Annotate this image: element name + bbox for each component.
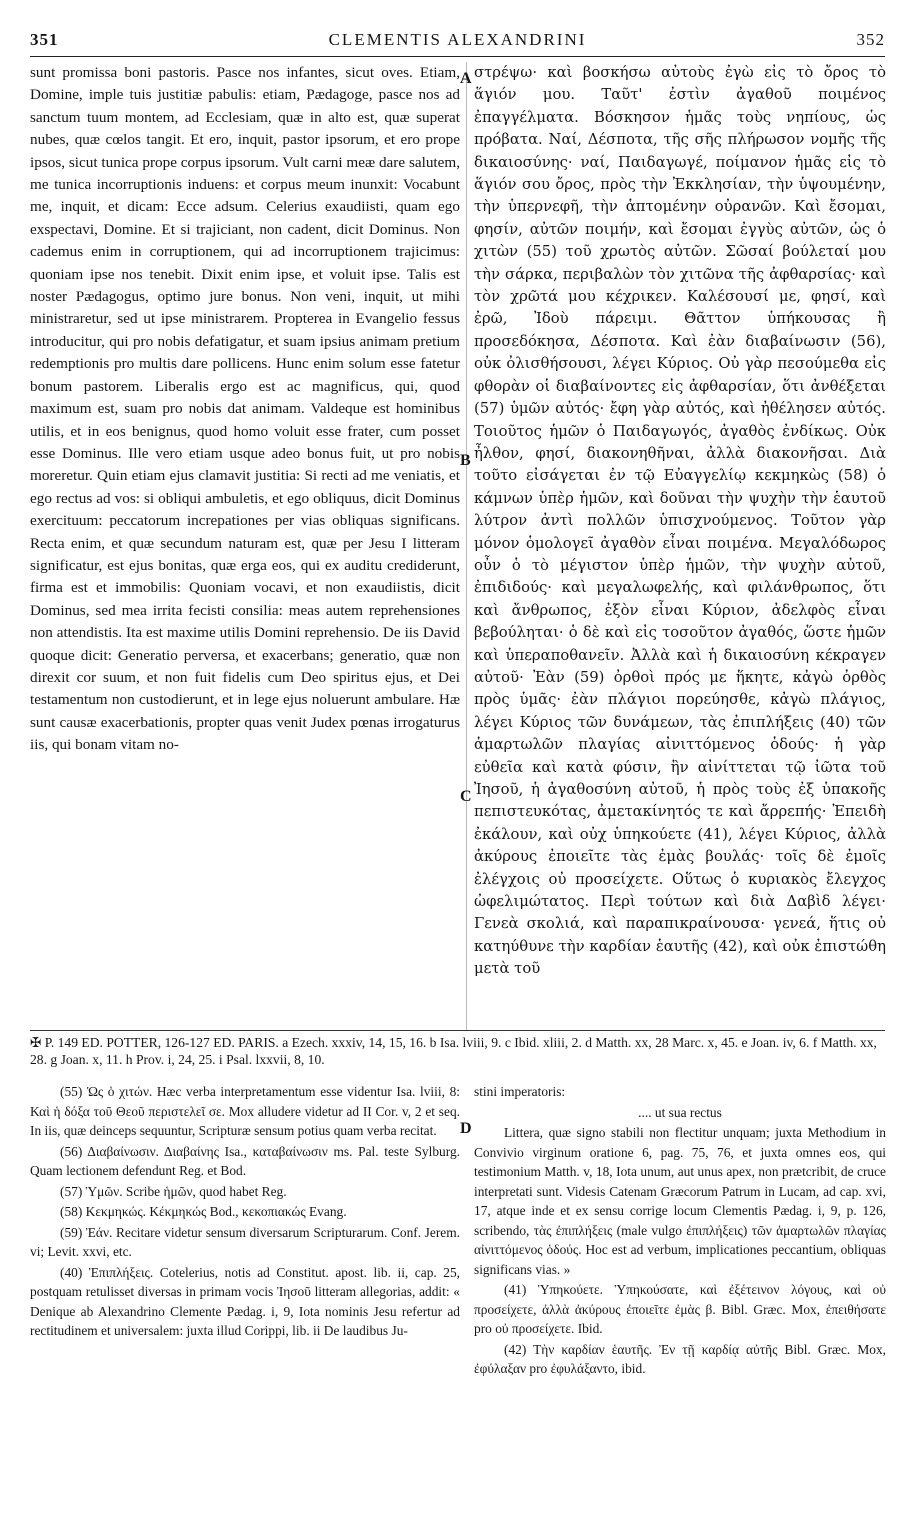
note-56: (56) Διαβαίνωσιν. Διαβαίνης Isa., καταβαίνωσιν ms. Pal. teste Sylburg. Quam lectionem defendunt Reg. et Bod. [30,1143,460,1178]
section-marker-b: B [460,452,471,469]
note-41: (41) Ὑπηκούετε. Ὑπηκούσατε, καὶ ἐξέτεινον λόγους, καὶ οὐ προσείχετε, ἀλλὰ ἀκύρους ἐποιεῖτε ἐμὰς β. Bibl. Græc. Mox, ἐπειθήσατε pro οὐ προσείχετε. Ibid. [474,1282,886,1336]
section-marker-d: D [460,1120,472,1137]
running-title: CLEMENTIS ALEXANDRINI [328,30,587,49]
header-rule [30,56,885,57]
notes-right-column [474,1082,886,1380]
footnote-rule [30,1030,885,1031]
greek-paragraph: στρέψω· καὶ βοσκήσω αὐτοὺς ἐγὼ εἰς τὸ ὄρος τὸ ἅγιόν μου. Ταῦτ' ἐστὶν ἀγαθοῦ ποιμένος ἐπαγγέλματα. Βόσκησον ἡμᾶς τοὺς νηπίους, ὡς πρόβατα. Ναί, Δέσποτα, τῆς σῆς πλήρωσον νομῆς τῆς δικαιοσύνης· ναί, Παιδαγωγέ, ποίμανον ἡμᾶς εἰς τὸ ἅγιόν σου ὄρος, πρὸς τὴν Ἐκκλησίαν, τὴν ὑψουμένην, τὴν ὑπερνεφῆ, τὴν ἁπτομένην οὐρανῶν. Καὶ ἔσομαι, φησίν, αὐτῶν ποιμήν, καὶ ἔσομαι ἐγγὺς αὐτῶν, ὡς ὁ χιτὼν (55) τοῦ χρωτὸς αὐτῶν. Σῶσαί βούλεταί μου τὴν σάρκα, περιβαλὼν τὸν χιτῶνα τῆς ἀφθαρσίας· καὶ τὸν χρῶτά μου κέχρικεν. Καλέσουσί με, φησί, καὶ ἐρῶ, Ἰδοὺ πάρειμι. Θᾶττον ὑπήκουσας ἢ προσεδόκησα, Δέσποτα. Καὶ ἐὰν διαβαίνωσιν (56), οὐκ ὀλισθήσουσι, λέγει Κύριος. Οὐ γὰρ πεσούμεθα εἰς φθορὰν οἱ διαβαίνοντες εἰς ἀφθαρσίαν, ὅτι ἀνθέξεται (57) ὑμῶν αὐτός· ἔφη γὰρ αὐτός, καὶ ἠθέλησεν αὐτός. Τοιοῦτος ἡμῶν ὁ Παιδαγωγός, ἀγαθὸς ἐνδίκως. Οὐκ ἦλθον, φησί, διακονηθῆναι, ἀλλὰ διακονῆσαι. Διὰ τοῦτο εἰσάγεται ἐν τῷ Εὐαγγελίῳ κεκμηκὼς (58) ὁ κάμνων ὑπὲρ ἡμῶν, καὶ δοῦναι τὴν ψυχὴν τὴν ἑαυτοῦ λύτρον ἀντὶ πολλῶν ὑπισχνούμενος. Τοῦτον γὰρ μόνον ὁμολογεῖ ἀγαθὸν εἶναι ποιμένα. Μεγαλόδωρος οὖν ὁ τὸ μέγιστον ὑπὲρ ἡμῶν, τὴν ψυχὴν αὐτοῦ, ἐπιδιδούς· καὶ μεγαλωφελής, καὶ φιλάνθρωπος, ὅτι καὶ ἄνθρωπος, ἐξὸν εἶναι Κύριον, ἀδελφὸς εἶναι βεβούληται· ὁ δὲ καὶ εἰς τοσοῦτον ἀγαθός, ὥστε ἡμῶν καὶ ὑπεραποθανεῖν. Ἀλλὰ καὶ ἡ δικαιοσύνη κέκραγεν αὐτοῦ· Ἐὰν (59) ὀρθοὶ πρός με ἥκητε, κἀγὼ ὀρθὸς πρὸς ὑμᾶς· ἐὰν πλάγιοι πορεύησθε, κἀγὼ πλάγιος, λέγει Κύριος τῶν δυνάμεων, τὰς ἐπιπλήξεις (40) τῶν ἁμαρτωλῶν πλαγίας αἰνιττόμενος ὁδούς· ἡ γὰρ εὐθεῖα καὶ κατὰ φύσιν, ἣν αἰνίττεται τῷ ἰῶτα τοῦ Ἰησοῦ, ἡ ἀγαθοσύνη αὐτοῦ, ἡ πρὸς τοὺς ἐξ ὑπακοῆς πεπιστευκότας, ἀμετακίνητός τε καὶ ἄρρεπής· Ἐπειδὴ ἐκάλουν, καὶ οὐχ ὑπηκούετε (41), λέγει Κύριος, ἀλλὰ ἀκύρους ἐποιεῖτε τὰς ἐμὰς βουλάς· τοῖς δὲ ἐμοῖς ἐλέγχοις οὐ προσείχετε. Οὕτως ὁ κυριακὸς ἔλεγχος ὠφελιμώτατος. Περὶ τούτων καὶ διὰ Δαβὶδ λέγει· Γενεὰ σκολιά, καὶ παραπικραίνουσα· γενεά, ἥτις οὐ κατηύθυνε τὴν καρδίαν ἑαυτῆς (42), καὶ οὐκ ἐπιστώθη μετὰ τοῦ [474,64,886,978]
page-number-left: 351 [30,30,59,49]
section-marker-c: C [460,788,472,805]
latin-column [30,62,460,757]
footnote-line: ✠ P. 149 ED. POTTER, 126-127 ED. PARIS. a Ezech. xxxiv, 14, 15, 16. b Isa. lviii, 9. c Ibid. xliii, 2. d Matth. xx, 28 Marc. x, 45. e Joan. iv, 6. f Matth. xx, 28. g Joan. x, 11. h Prov. i, 24, 25. i Psal. lxxvii, 8, 10. [30,1035,877,1067]
note-42: (42) Τὴν καρδίαν ἑαυτῆς. Ἐν τῇ καρδίᾳ αὐτῆς Bibl. Græc. Mox, ἐφύλαξαν pro ἐφυλάξαντο, ibid. [474,1341,886,1376]
note-55: (55) Ὡς ὁ χιτών. Hæc verba interpretamentum esse videntur Isa. lviii, 8: Καὶ ἡ δόξα τοῦ Θεοῦ περιστελεῖ σε. Mox alludere videtur ad II Cor. v, 2 et seq. In iis, quæ deinceps sequuntur, Scripturæ sensum potius quam verba recitat. [30,1084,460,1138]
notes-left-column [30,1082,460,1342]
column-divider [466,62,467,1030]
note-40-continued: stini imperatoris: [474,1084,566,1099]
page-header [30,30,885,56]
scripture-references [30,1034,885,1068]
note-40-body: Littera, quæ signo stabili non flectitur unquam; juxta Methodium in Convivio virginum oratione 6, pag. 75, 76, et juxta omnes eos, qui testimonium Matth. v, 18, Iota unum, aut unus apex, non prætcribit, de cruce interpretati sunt. Videsis Catenam Græcorum Patrum in Lucam, ad cap. xvi, 17, atque inde et ex sensu corrige locum Clementis Pædag. i, 9, p. 126, scribendo, τὰς ἐπιπλήξεις (male vulgo ἐπιπλήξεις) τῶν ἁμαρτωλῶν πλαγίας αἰνιττόμενος ὁδούς. Hoc est ad verbum, implicationes peccantium, obliquas significans vias. » [474,1125,886,1277]
quoted-verse: .... ut sua rectus [638,1104,722,1120]
greek-column [474,62,886,981]
note-40: (40) Ἐπιπλήξεις. Cotelerius, notis ad Constitut. apost. lib. ii, cap. 25, postquam retulisset diversas in primam vocis Ἰησοῦ litteram allegorias, addit: « Denique ab Alexandrino Clemente Pædag. i, 9, Iota nominis Jesu refertur ad rectitudinem et universalem: juxta illud Corippi, lib. ii De laudibus Ju- [30,1264,460,1338]
page-number-right: 352 [856,30,885,49]
section-marker-a: A [460,70,472,87]
note-57: (57) Ὑμῶν. Scribe ἡμῶν, quod habet Reg. [60,1183,287,1199]
note-59: (59) Ἐάν. Recitare videtur sensum diversarum Scripturarum. Conf. Jerem. vi; Levit. xxvi, etc. [30,1224,460,1259]
latin-paragraph: sunt promissa boni pastoris. Pasce nos infantes, sicut oves. Etiam, Domine, imple tuis justitiæ pabulis: etiam, Pædagoge, pasce nos ad sanctum tuum montem, ad Ecclesiam, quæ in alto est, quæ superat nubes, quæ cœlos tangit. Et ero, inquit, pastor ipsorum, et ero prope ipsos, sicut tunica prope corpus ipsorum. Vult carni meæ dare salutem, me tunica incorruptionis induens: et corpus meum inunxit: Vocabunt me, inquit, et dicam: Ecce adsum. Celerius exaudiisti, quam ego exspectavi, Domine. Et si trajiciant, non cadent, dicit Dominus. Non cademus enim in corruptionem, qui ad incorruptionem trajicimus: quoniam ipse nos tenebit. Dixit enim ipse, et voluit ipse. Talis est noster Pædagogus, optimo jure bonus. Non veni, inquit, ut mihi ministraretur, sed ut ipse ministrarem. Propterea in Evangelio fessus introducitur, qui pro nobis defatigatur, et suam ipsius animam pretium redemptionis pro multis dare pollicens. Hunc enim solum esse fatetur bonum pastorem. Liberalis ergo est ac magnificus, qui, quod maximum est, suam pro nobis dat animam. Valdeque est hominibus utilis, et in eos benignus, quod homo voluit esse frater, cum posset esse Dominus. Ille vero etiam usque adeo bonus fuit, ut pro nobis moreretur. Quin etiam ejus clamavit justitia: Si recti ad me veniatis, et ego rectus ad vos: si obliqui ambuletis, et ego obliquus, dicit Dominus exercituum: peccatorum increpationes per vias obliquas significans. Recta enim, et quæ secundum naturam est, quæ per Jesu I litteram significatur, est ejus bonitas, quæ erga eos, qui ex auditu crediderunt, firma est et immobilis: Quoniam vocavi, et non exaudiistis, dicit Dominus, sed mea irrita fecisti consilia: meas autem reprehensiones non attendistis. Ita est maxime utilis Domini reprehensio. De iis David quoque dicit: Generatio perversa, et exacerbans; generatio, quæ non direxit cor suum, et non fuit fidelis cum Deo spiritus ejus, et Dei testamentum non custodierunt, et in lege ejus noluerunt ambulare. Hæ sunt causæ exacerbationis, propter quas venit Judex pœnas irrogaturus iis, qui bonam vitam no- [30,64,460,754]
note-58: (58) Κεκμηκώς. Κέκμηκώς Bod., κεκοπιακώς Evang. [60,1204,347,1219]
